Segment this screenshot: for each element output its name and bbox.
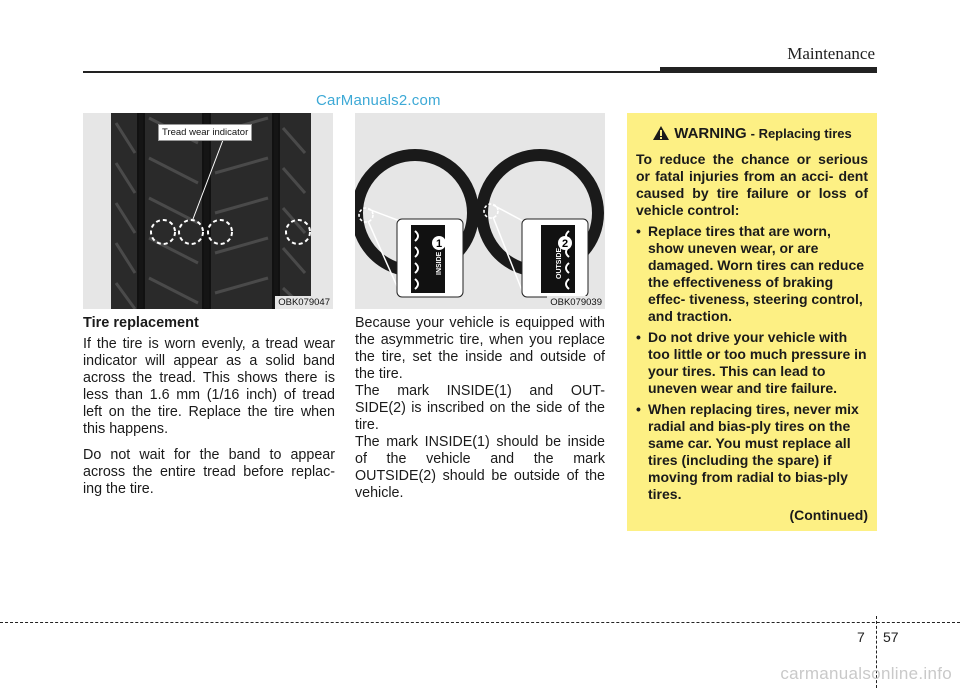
paragraph: Do not wait for the band to appear across the entire tread before replac- ing the tire. bbox=[83, 447, 335, 497]
warning-list bbox=[636, 223, 868, 503]
left-column bbox=[83, 315, 335, 507]
inside-label: INSIDE bbox=[436, 251, 443, 275]
tread-wear-indicator-callout: Tread wear indicator bbox=[158, 124, 252, 141]
middle-column bbox=[355, 315, 605, 502]
figure-code: OBK079039 bbox=[547, 296, 605, 309]
chapter-number: 7 bbox=[857, 629, 865, 645]
warning-item: • When replacing tires, never mix radial and bias-ply tires on the same car. You must replace all tires (including the spare) if moving from radial to bias-ply tires. bbox=[636, 401, 868, 503]
paragraph: Because your vehicle is equipped with the asymmetric tire, when you replace the tire, set the inside and outside of the tire. bbox=[355, 315, 605, 382]
warning-header bbox=[636, 125, 868, 145]
warning-triangle-icon bbox=[652, 125, 670, 145]
marker-1: 1 bbox=[435, 238, 443, 250]
paragraph: The mark INSIDE(1) and OUT- SIDE(2) is inscribed on the side of the tire. bbox=[355, 383, 605, 433]
header-rule bbox=[83, 71, 660, 73]
header-rule-thick bbox=[660, 67, 877, 73]
figure-code: OBK079047 bbox=[275, 296, 333, 309]
section-title: Maintenance bbox=[787, 44, 875, 63]
marker-2: 2 bbox=[561, 238, 569, 250]
outside-label: OUTSIDE bbox=[556, 247, 563, 279]
continued-label: (Continued) bbox=[789, 507, 868, 523]
warning-intro: To reduce the chance or serious or fatal injuries from an acci- dent caused by tire failure or loss of vehicle control: bbox=[636, 151, 868, 218]
warning-item: • Do not drive your vehicle with too little or too much pressure in your tires. This can lead to uneven wear and tire failure. bbox=[636, 329, 868, 397]
watermark-bottom: carmanualsonline.info bbox=[780, 664, 952, 683]
warning-subtitle: - Replacing tires bbox=[750, 126, 852, 141]
heading-tire-replacement: Tire replacement bbox=[83, 315, 199, 331]
page-number: 57 bbox=[883, 629, 899, 645]
tread-figure bbox=[83, 113, 333, 309]
tire-marks-figure bbox=[355, 113, 605, 309]
warning-item: • Replace tires that are worn, show uneven wear, or are damaged. Worn tires can reduce the effectiveness of braking effec- tiveness, steering control, and traction. bbox=[636, 223, 868, 325]
paragraph: The mark INSIDE(1) should be inside of the vehicle and the mark OUTSIDE(2) should be outside of the vehicle. bbox=[355, 434, 605, 501]
warning-title: WARNING bbox=[674, 125, 747, 142]
tire-illustration bbox=[355, 113, 605, 309]
paragraph: If the tire is worn evenly, a tread wear indicator will appear as a solid band across the tread. This shows there is less than 1.6 mm (1/16 inch) of tread left on the tire. Replace the tire when this happens. bbox=[83, 336, 335, 437]
footer-rule bbox=[0, 622, 960, 623]
tread-illustration bbox=[83, 113, 333, 309]
warning-box bbox=[627, 113, 877, 531]
watermark-top: CarManuals2.com bbox=[316, 92, 441, 109]
